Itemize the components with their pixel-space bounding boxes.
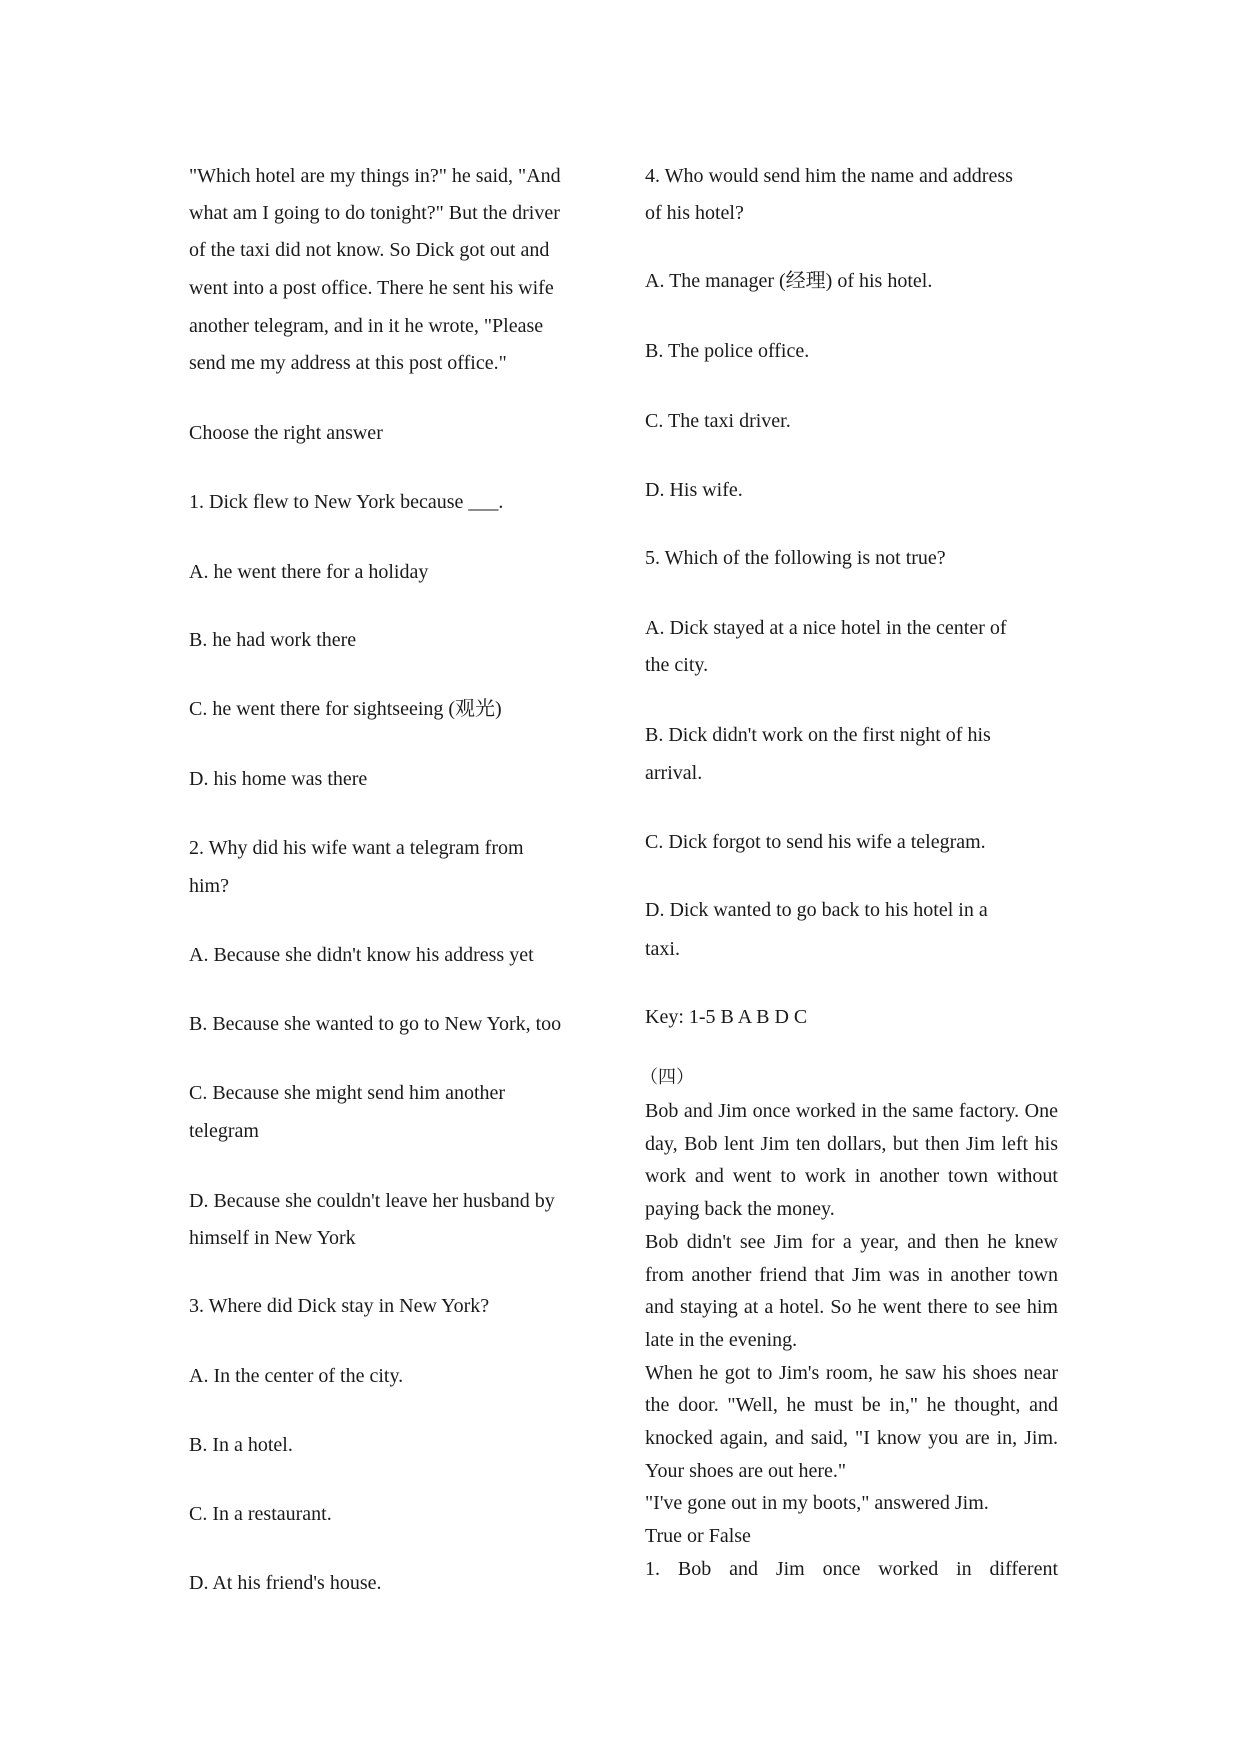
option-5b-cont: arrival.: [645, 762, 703, 784]
question-4: 4. Who would send him the name and address: [645, 165, 1013, 187]
option-1a: A. he went there for a holiday: [189, 561, 429, 583]
question-4-cont: of his hotel?: [645, 202, 744, 224]
section-number: （四）: [640, 1067, 694, 1087]
option-1d: D. his home was there: [189, 768, 368, 790]
option-4d: D. His wife.: [645, 479, 743, 501]
option-3c: C. In a restaurant.: [189, 1503, 332, 1525]
passage-line: send me my address at this post office.": [189, 352, 507, 374]
option-1c: C. he went there for sightseeing (观光): [189, 698, 502, 720]
option-2d: D. Because she couldn't leave her husband by: [189, 1190, 555, 1212]
option-3b: B. In a hotel.: [189, 1434, 293, 1456]
question-2: 2. Why did his wife want a telegram from: [189, 837, 524, 859]
passage-paragraph: Bob didn't see Jim for a year, and then he knew from another friend that Jim was in another town and staying at a hotel. So he went there to see him late in the evening.: [645, 1230, 1058, 1351]
option-5a: A. Dick stayed at a nice hotel in the center of: [645, 617, 1007, 639]
instruction: Choose the right answer: [189, 422, 383, 444]
option-5a-cont: the city.: [645, 654, 709, 676]
option-2d-cont: himself in New York: [189, 1227, 356, 1249]
option-3d: D. At his friend's house.: [189, 1572, 382, 1594]
passage-line: went into a post office. There he sent his wife: [189, 277, 554, 299]
option-2a: A. Because she didn't know his address yet: [189, 944, 534, 966]
passage-paragraph: When he got to Jim's room, he saw his shoes near the door. "Well, he must be in," he thought, and knocked again, and said, "I know you are in, Jim. Your shoes are out here.": [645, 1361, 1058, 1482]
question-5: 5. Which of the following is not true?: [645, 547, 946, 569]
question-2-cont: him?: [189, 875, 229, 897]
question-1: 1. Dick flew to New York because ___.: [189, 491, 504, 513]
answer-key: Key: 1-5 B A B D C: [645, 1006, 808, 1028]
option-1b: B. he had work there: [189, 629, 357, 651]
passage-paragraph: "I've gone out in my boots," answered Jim.: [645, 1492, 989, 1515]
option-2b: B. Because she wanted to go to New York, too: [189, 1013, 562, 1035]
option-5b: B. Dick didn't work on the first night of his: [645, 724, 991, 746]
option-2c-cont: telegram: [189, 1120, 259, 1142]
reading-passage: [645, 1095, 1058, 1586]
option-3a: A. In the center of the city.: [189, 1365, 404, 1387]
option-4b: B. The police office.: [645, 340, 810, 362]
passage-line: "Which hotel are my things in?" he said, "And: [189, 165, 561, 187]
tf-statement-1: 1. Bob and Jim once worked in different: [645, 1557, 1058, 1580]
option-5c: C. Dick forgot to send his wife a telegram.: [645, 831, 986, 853]
question-3: 3. Where did Dick stay in New York?: [189, 1295, 490, 1317]
option-4a: A. The manager (经理) of his hotel.: [645, 270, 933, 292]
passage-line: of the taxi did not know. So Dick got out and: [189, 239, 550, 261]
passage-line: another telegram, and in it he wrote, "Please: [189, 315, 544, 337]
passage-paragraph: Bob and Jim once worked in the same factory. One day, Bob lent Jim ten dollars, but then Jim left his work and went to work in another town without paying back the money.: [645, 1100, 1058, 1221]
option-5d: D. Dick wanted to go back to his hotel in a: [645, 899, 988, 921]
task-heading: True or False: [645, 1525, 751, 1548]
option-2c: C. Because she might send him another: [189, 1082, 506, 1104]
option-5d-cont: taxi.: [645, 938, 680, 960]
option-4c: C. The taxi driver.: [645, 410, 791, 432]
passage-line: what am I going to do tonight?" But the driver: [189, 202, 560, 224]
